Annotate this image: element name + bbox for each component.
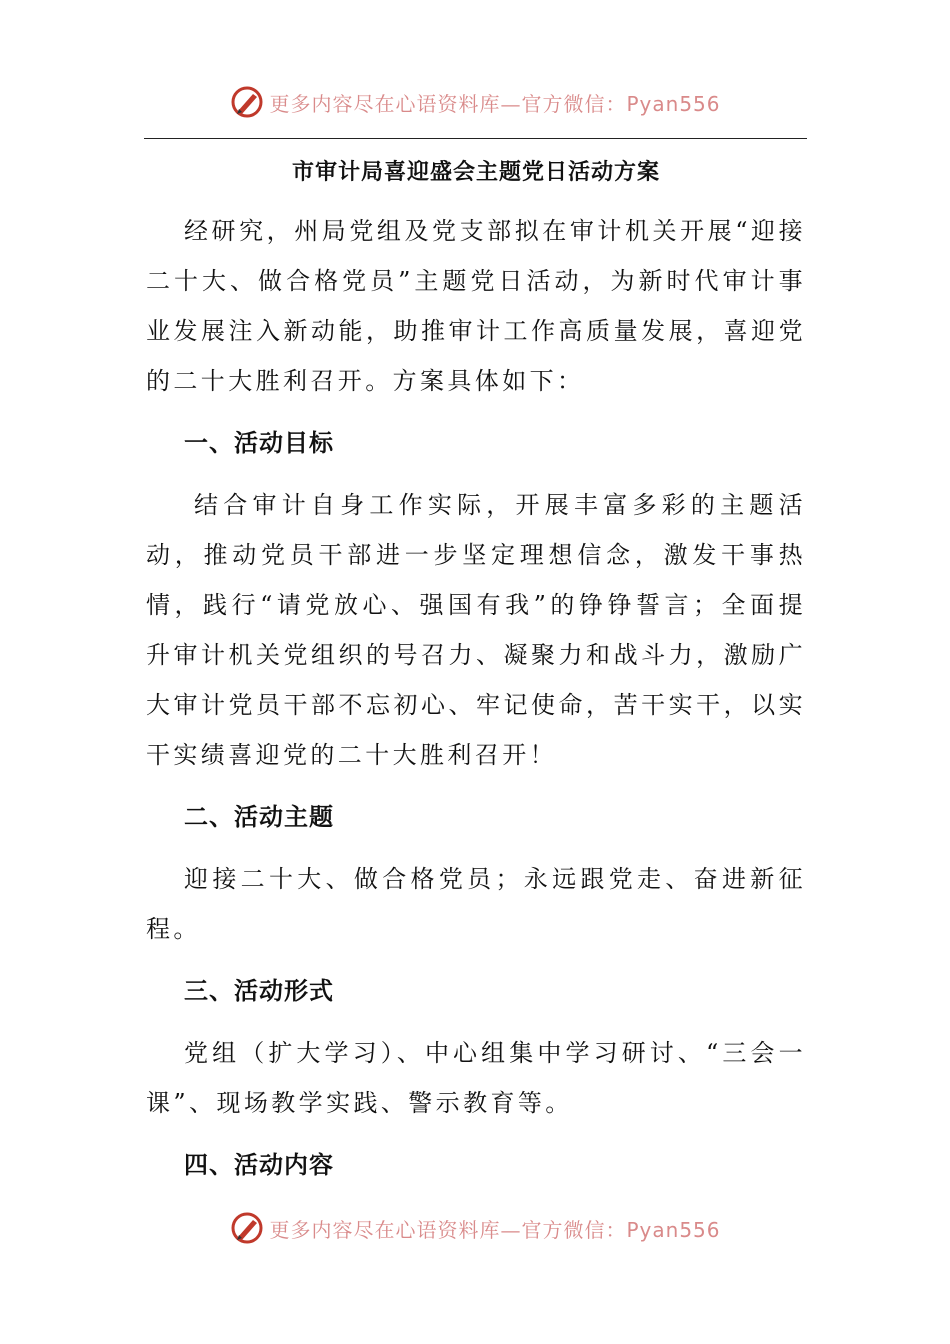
section-heading-2: 二、活动主题: [184, 802, 334, 831]
pen-logo-icon: [229, 1210, 265, 1246]
header-banner: [0, 82, 950, 122]
wechat-id: Pyan556: [626, 1217, 721, 1242]
wechat-id: Pyan556: [626, 91, 721, 116]
footer-banner: [0, 1208, 950, 1248]
section-body-3: 党组（扩大学习）、中心组集中学习研讨、“三会一课”、现场教学实践、警示教育等。: [146, 1039, 806, 1117]
pen-logo-icon: [229, 84, 265, 120]
intro-paragraph: 经研究，州局党组及党支部拟在审计机关开展“迎接二十大、做合格党员”主题党日活动，为新时代审计事业发展注入新动能，助推审计工作高质量发展，喜迎党的二十大胜利召开。方案具体如下：: [146, 217, 806, 395]
section-heading-1: 一、活动目标: [184, 428, 334, 457]
document-body: [146, 150, 806, 1190]
section-body-1: 结合审计自身工作实际，开展丰富多彩的主题活动，推动党员干部进一步坚定理想信念，激发干事热情，践行“请党放心、强国有我”的铮铮誓言；全面提升审计机关党组织的号召力、凝聚力和战斗力，激励广大审计党员干部不忘初心、牢记使命，苦干实干，以实干实绩喜迎党的二十大胜利召开！: [146, 491, 806, 769]
section-body-2: 迎接二十大、做合格党员；永远跟党走、奋进新征程。: [146, 865, 806, 943]
page-title: 市审计局喜迎盛会主题党日活动方案: [291, 159, 660, 185]
header-banner-text: 更多内容尽在心语资料库—官方微信：Pyan556: [269, 91, 721, 116]
header-divider: [144, 138, 807, 139]
section-heading-3: 三、活动形式: [184, 976, 334, 1005]
section-heading-4: 四、活动内容: [184, 1150, 334, 1179]
footer-banner-text: 更多内容尽在心语资料库—官方微信：Pyan556: [269, 1217, 721, 1242]
